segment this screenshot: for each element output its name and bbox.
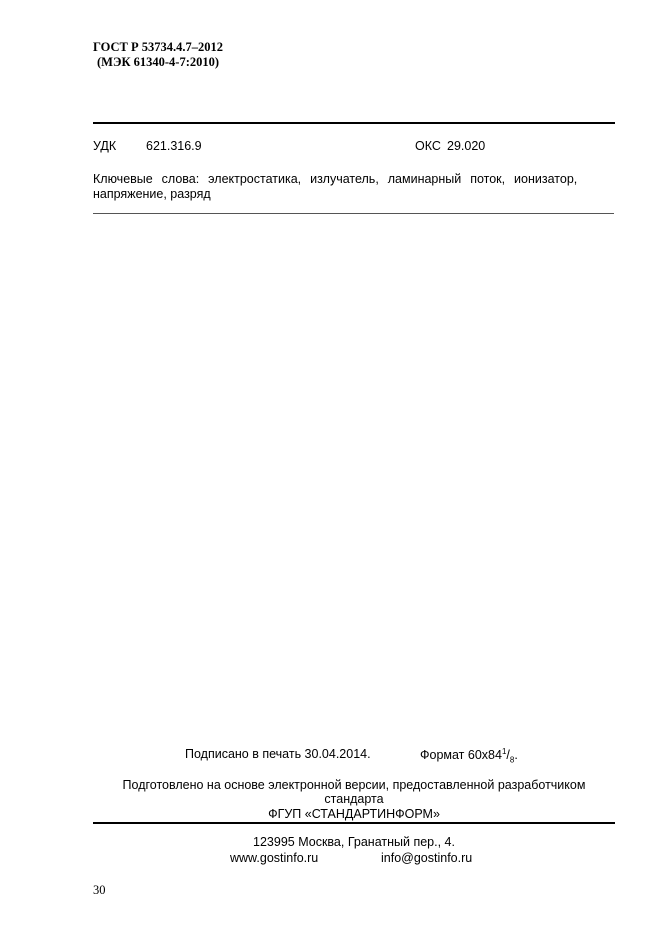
publisher-address: 123995 Москва, Гранатный пер., 4.: [253, 835, 455, 849]
standard-designation: ГОСТ Р 53734.4.7–2012: [93, 40, 224, 54]
bottom-rule: [93, 822, 615, 824]
oks-label: ОКС: [415, 139, 441, 153]
prepared-line-2: стандарта: [324, 792, 384, 806]
signed-date: Подписано в печать 30.04.2014.: [185, 747, 371, 761]
prepared-line-1: Подготовлено на основе электронной версии, предоставленной разработчиком: [122, 778, 586, 792]
email-link[interactable]: info@gostinfo.ru: [381, 851, 473, 865]
page-number: 30: [93, 883, 106, 897]
paper-format: Формат $60x84^1/_8$.: [420, 747, 518, 765]
keywords-line-2: напряжение, разряд: [93, 187, 211, 201]
udc-value: 621.316.9: [146, 139, 202, 153]
keywords-rule: [93, 213, 614, 214]
udc-label: УДК: [93, 139, 117, 153]
keywords-line-1: Ключевые слова: электростатика, излучатель, ламинарный поток, ионизатор,: [93, 172, 578, 186]
top-rule: [93, 122, 615, 124]
publisher-name: ФГУП «СТАНДАРТИНФОРМ»: [268, 807, 440, 821]
iec-designation: (МЭК 61340-4-7:2010): [97, 55, 220, 69]
website-link[interactable]: www.gostinfo.ru: [230, 851, 319, 865]
oks-value: 29.020: [447, 139, 486, 153]
